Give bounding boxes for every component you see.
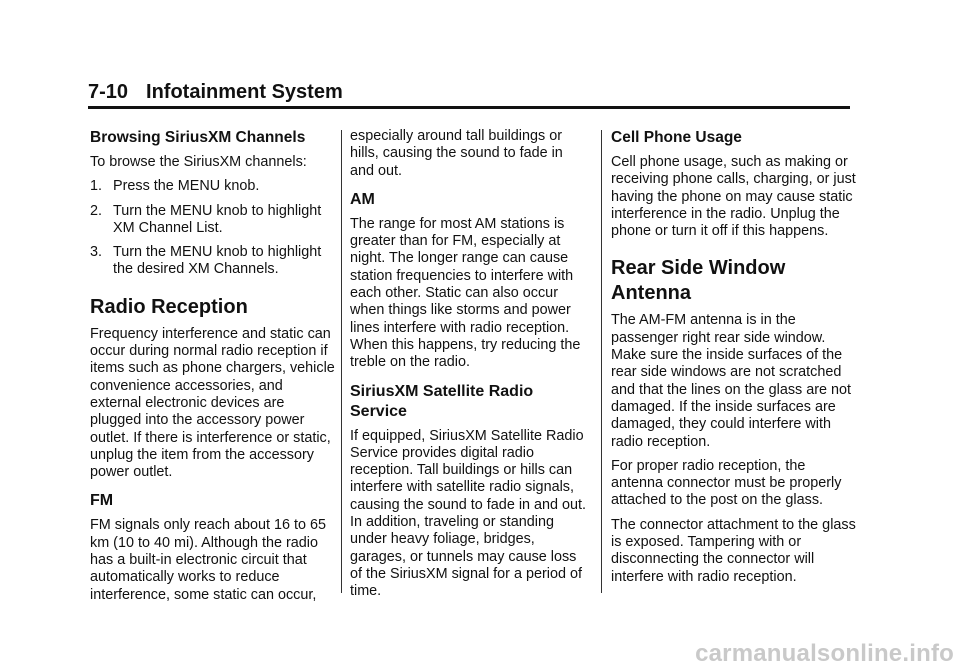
fm-paragraph-continued: especially around tall buildings or hills, causing the sound to fade in and out. — [350, 128, 563, 179]
cell-phone-heading: Cell Phone Usage — [611, 129, 742, 146]
browse-heading: Browsing SiriusXM Channels — [90, 129, 306, 146]
step-number: 1. — [90, 178, 103, 195]
column-divider-1 — [341, 130, 342, 593]
page-number: 7-10 — [88, 81, 129, 103]
am-paragraph: The range for most AM stations is greater than for FM, especially at night. The longer range can cause station frequencies to interfere with each other. Static can also occur when things like storms and power lines interfere with radio reception. When this happens, try reducing the treble on the radio. — [350, 215, 581, 371]
page-header — [88, 80, 850, 110]
antenna-paragraph-2: For proper radio reception, the antenna connector must be properly attached to the post on the glass. — [611, 457, 842, 509]
step-item — [90, 203, 335, 238]
antenna-paragraph-1: The AM-FM antenna is in the passenger right rear side window. Make sure the inside surfaces of the rear side windows are not scratched and that the lines on the glass are not damaged. If the inside surfaces are damaged, they could interfere with radio reception. — [611, 312, 852, 450]
watermark-text: carmanualsonline.info — [695, 640, 954, 667]
radio-reception-paragraph: Frequency interference and static can occur during normal radio reception if items such as phone chargers, vehicle convenience accessories, and external electronic devices are plugged into the accessory power outlet. If there is interference or static, unplug the item from the accessory power outlet. — [90, 325, 335, 481]
section-title: Infotainment System — [146, 81, 343, 103]
browse-steps — [90, 178, 335, 278]
step-item — [90, 178, 335, 195]
header-rule — [88, 106, 850, 109]
column-divider-2 — [601, 130, 602, 593]
fm-heading: FM — [90, 492, 114, 510]
antenna-heading: Rear Side Window Antenna — [611, 257, 786, 305]
satellite-radio-paragraph: If equipped, SiriusXM Satellite Radio Service provides digital radio reception. Tall buildings or hills can interfere with satellite radio signals, causing the sound to fade in and out. In addition, traveling or standing under heavy foliage, bridges, garages, or tunnels may cause loss of the SiriusXM signal for a period of time. — [350, 427, 587, 600]
fm-paragraph: FM signals only reach about 16 to 65 km (10 to 40 mi). Although the radio has a built-in electronic circuit that automatically works to reduce interference, some static can occur, — [90, 517, 326, 603]
step-number: 3. — [90, 244, 103, 261]
column-1 — [90, 128, 335, 611]
satellite-radio-heading: SiriusXM Satellite Radio Service — [350, 382, 534, 420]
column-2 — [350, 128, 590, 608]
step-item — [90, 244, 335, 279]
browse-intro: To browse the SiriusXM channels: — [90, 154, 307, 170]
am-heading: AM — [350, 190, 375, 208]
cell-phone-paragraph: Cell phone usage, such as making or receiving phone calls, charging, or just having the phone on may cause static interference in the radio. Unplug the phone or turn it off if this happens. — [611, 154, 856, 240]
antenna-paragraph-3: The connector attachment to the glass is exposed. Tampering with or disconnecting the connector will interfere with radio reception. — [611, 516, 856, 585]
step-text: Turn the MENU knob to highlight XM Channel List. — [113, 202, 322, 236]
header-text — [88, 80, 850, 104]
step-number: 2. — [90, 202, 103, 219]
step-text: Turn the MENU knob to highlight the desired XM Channels. — [113, 244, 322, 278]
radio-reception-heading: Radio Reception — [90, 295, 248, 318]
step-text: Press the MENU knob. — [113, 178, 260, 195]
column-3 — [611, 128, 856, 593]
